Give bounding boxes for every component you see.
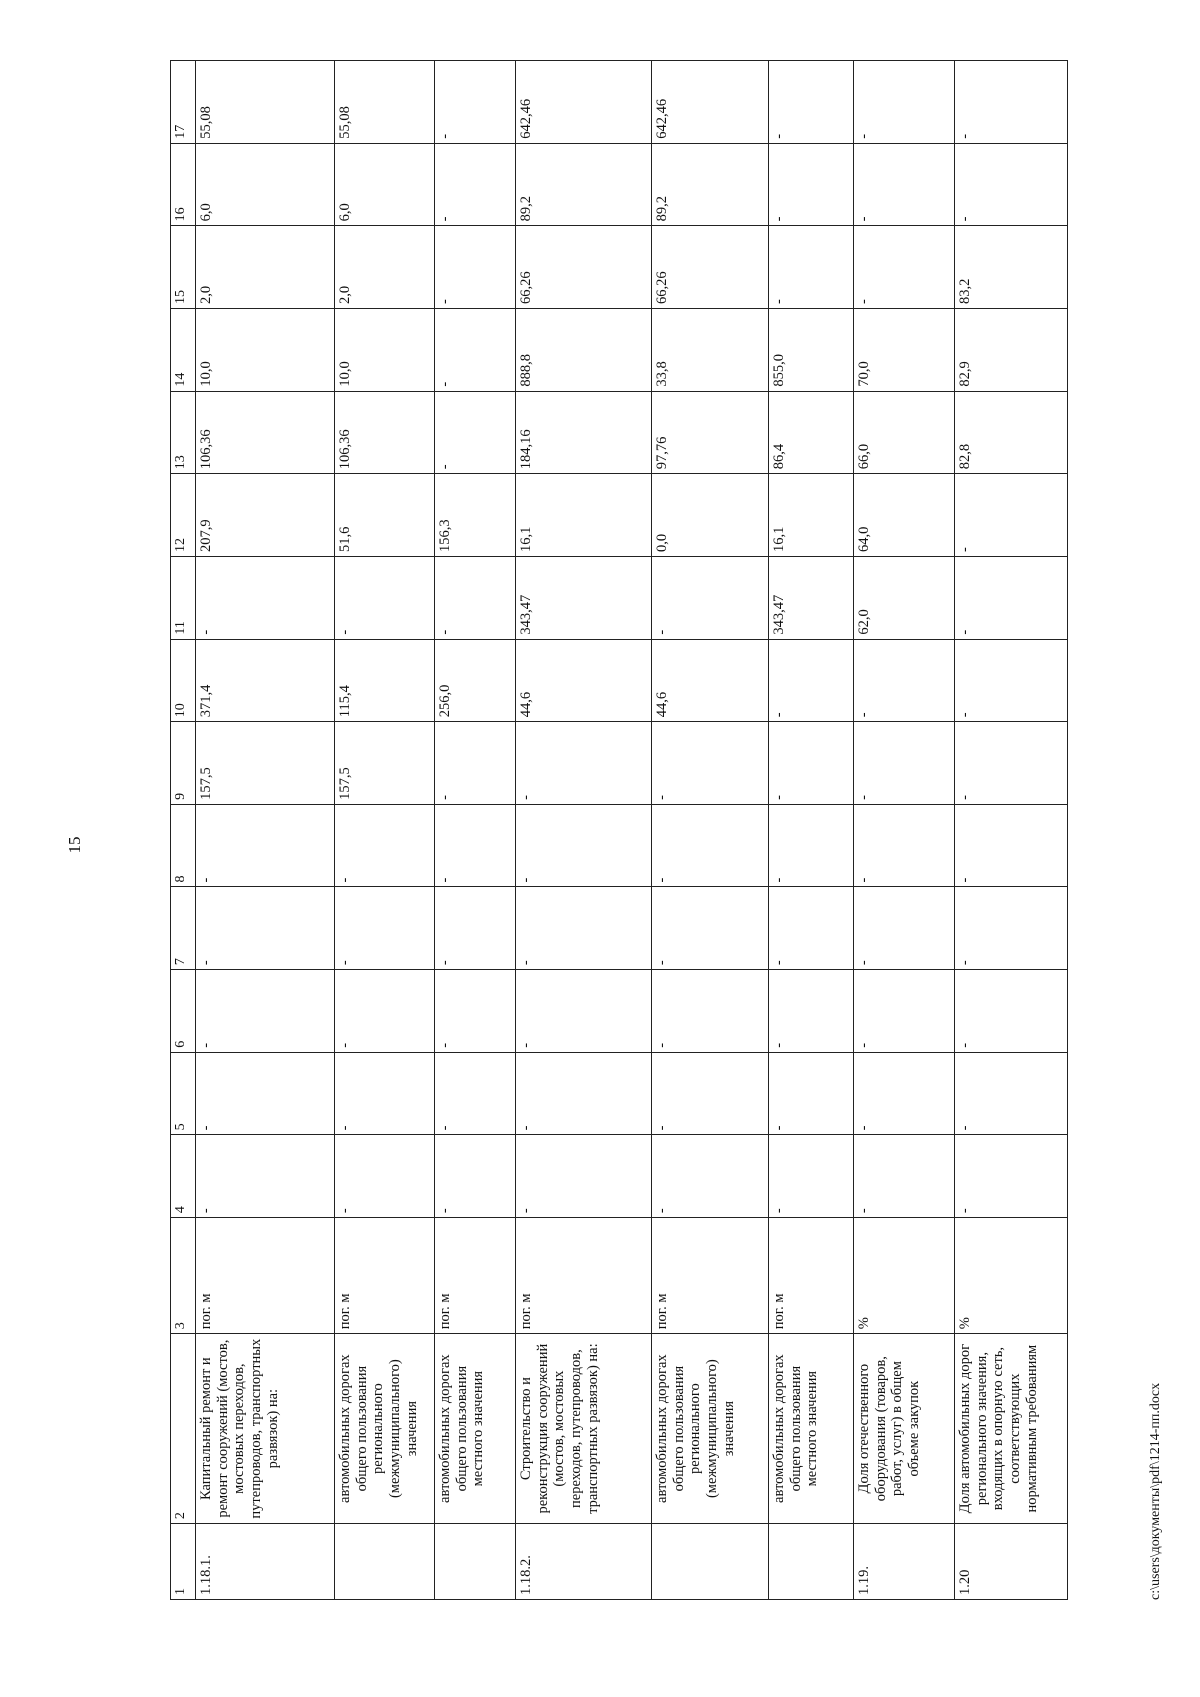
value-cell: -	[769, 970, 854, 1053]
table-row	[435, 61, 516, 1600]
row-number-cell: 1.19.	[854, 1524, 955, 1600]
data-table-container	[170, 60, 1090, 1600]
value-cell: -	[955, 804, 1068, 887]
unit-cell: пог. м	[335, 1218, 435, 1334]
table-header-row	[171, 61, 196, 1600]
value-cell: -	[854, 970, 955, 1053]
value-cell: -	[652, 804, 769, 887]
value-cell: 97,76	[652, 391, 769, 474]
value-cell: -	[854, 226, 955, 309]
value-cell: -	[769, 1135, 854, 1218]
value-cell: 207,9	[196, 474, 335, 557]
value-cell: -	[196, 1135, 335, 1218]
value-cell: 44,6	[516, 639, 652, 722]
unit-cell: пог. м	[196, 1218, 335, 1334]
value-cell: -	[854, 639, 955, 722]
value-cell: 855,0	[769, 309, 854, 392]
table-row	[769, 61, 854, 1600]
value-cell: -	[854, 887, 955, 970]
value-cell: -	[652, 1052, 769, 1135]
value-cell: -	[335, 556, 435, 639]
value-cell: 16,1	[516, 474, 652, 557]
value-cell: 256,0	[435, 639, 516, 722]
value-cell: 157,5	[196, 722, 335, 805]
column-header: 8	[171, 804, 196, 887]
value-cell: 2,0	[196, 226, 335, 309]
indicator-name-cell: Доля автомобильных дорог регионального значения, входящих в опорную сеть, соответствующих нормативным требованиям	[955, 1334, 1068, 1524]
table-row	[335, 61, 435, 1600]
value-cell: -	[955, 474, 1068, 557]
value-cell: -	[652, 970, 769, 1053]
value-cell: -	[435, 556, 516, 639]
column-header: 4	[171, 1135, 196, 1218]
value-cell: -	[435, 887, 516, 970]
column-header: 5	[171, 1052, 196, 1135]
value-cell: -	[854, 143, 955, 226]
value-cell: 343,47	[769, 556, 854, 639]
value-cell: 0,0	[652, 474, 769, 557]
value-cell: -	[955, 722, 1068, 805]
value-cell: -	[435, 804, 516, 887]
row-number-cell	[435, 1524, 516, 1600]
value-cell: 6,0	[335, 143, 435, 226]
value-cell: -	[652, 722, 769, 805]
value-cell: -	[955, 143, 1068, 226]
value-cell: -	[335, 887, 435, 970]
indicator-name-cell: автомобильных дорогах общего пользования местного значения	[769, 1334, 854, 1524]
column-header: 16	[171, 143, 196, 226]
value-cell: -	[769, 722, 854, 805]
value-cell: -	[854, 804, 955, 887]
value-cell: -	[955, 1135, 1068, 1218]
value-cell: -	[196, 970, 335, 1053]
value-cell: 642,46	[652, 61, 769, 144]
row-number-cell: 1.18.2.	[516, 1524, 652, 1600]
value-cell: 343,47	[516, 556, 652, 639]
value-cell: 86,4	[769, 391, 854, 474]
value-cell: -	[435, 309, 516, 392]
value-cell: -	[435, 226, 516, 309]
row-number-cell	[335, 1524, 435, 1600]
value-cell: -	[196, 1052, 335, 1135]
value-cell: -	[769, 804, 854, 887]
value-cell: 64,0	[854, 474, 955, 557]
data-table	[170, 60, 1068, 1600]
value-cell: -	[516, 1135, 652, 1218]
file-path-footer: c:\users\документы\pdf\1214-пп.docx	[1148, 1382, 1163, 1600]
value-cell: 83,2	[955, 226, 1068, 309]
value-cell: 156,3	[435, 474, 516, 557]
value-cell: -	[516, 722, 652, 805]
value-cell: -	[435, 61, 516, 144]
row-number-cell	[769, 1524, 854, 1600]
column-header: 9	[171, 722, 196, 805]
row-number-cell: 1.20	[955, 1524, 1068, 1600]
value-cell: -	[769, 1052, 854, 1135]
table-row	[955, 61, 1068, 1600]
value-cell: 106,36	[196, 391, 335, 474]
page-number: 15	[65, 836, 84, 854]
value-cell: -	[335, 804, 435, 887]
unit-cell: пог. м	[769, 1218, 854, 1334]
row-number-cell	[652, 1524, 769, 1600]
value-cell: -	[955, 639, 1068, 722]
value-cell: 44,6	[652, 639, 769, 722]
column-header: 15	[171, 226, 196, 309]
value-cell: -	[335, 1135, 435, 1218]
indicator-name-cell: автомобильных дорогах общего пользования местного значения	[435, 1334, 516, 1524]
value-cell: -	[516, 970, 652, 1053]
value-cell: -	[196, 556, 335, 639]
column-header: 14	[171, 309, 196, 392]
table-row	[516, 61, 652, 1600]
indicator-name-cell: автомобильных дорогах общего пользования регионального (межмуниципального) значения	[652, 1334, 769, 1524]
value-cell: -	[769, 61, 854, 144]
value-cell: 106,36	[335, 391, 435, 474]
value-cell: 33,8	[652, 309, 769, 392]
value-cell: -	[955, 556, 1068, 639]
value-cell: -	[516, 887, 652, 970]
value-cell: -	[435, 143, 516, 226]
indicator-name-cell: Доля отечественного оборудования (товаров, работ, услуг) в общем объеме закупок	[854, 1334, 955, 1524]
value-cell: 70,0	[854, 309, 955, 392]
value-cell: -	[516, 804, 652, 887]
table-row	[196, 61, 335, 1600]
value-cell: -	[769, 226, 854, 309]
value-cell: -	[652, 556, 769, 639]
unit-cell: пог. м	[516, 1218, 652, 1334]
column-header: 7	[171, 887, 196, 970]
value-cell: 55,08	[335, 61, 435, 144]
value-cell: -	[335, 1052, 435, 1135]
value-cell: 82,9	[955, 309, 1068, 392]
value-cell: -	[196, 887, 335, 970]
value-cell: -	[652, 887, 769, 970]
column-header: 11	[171, 556, 196, 639]
unit-cell: пог. м	[652, 1218, 769, 1334]
value-cell: -	[769, 143, 854, 226]
value-cell: 82,8	[955, 391, 1068, 474]
value-cell: 10,0	[335, 309, 435, 392]
indicator-name-cell: автомобильных дорогах общего пользования регионального (межмуниципального) значения	[335, 1334, 435, 1524]
indicator-name-cell: Капитальный ремонт и ремонт сооружений (мостов, мостовых переходов, путепроводов, транспортных развязок) на:	[196, 1334, 335, 1524]
value-cell: 888,8	[516, 309, 652, 392]
unit-cell: пог. м	[435, 1218, 516, 1334]
value-cell: 2,0	[335, 226, 435, 309]
value-cell: -	[955, 970, 1068, 1053]
column-header: 6	[171, 970, 196, 1053]
value-cell: -	[196, 804, 335, 887]
value-cell: -	[335, 970, 435, 1053]
value-cell: -	[854, 1135, 955, 1218]
value-cell: 371,4	[196, 639, 335, 722]
value-cell: -	[435, 970, 516, 1053]
table-row	[652, 61, 769, 1600]
value-cell: 6,0	[196, 143, 335, 226]
value-cell: 66,0	[854, 391, 955, 474]
value-cell: -	[516, 1052, 652, 1135]
column-header: 3	[171, 1218, 196, 1334]
unit-cell: %	[854, 1218, 955, 1334]
value-cell: -	[435, 722, 516, 805]
value-cell: -	[854, 61, 955, 144]
value-cell: 51,6	[335, 474, 435, 557]
column-header: 2	[171, 1334, 196, 1524]
value-cell: -	[652, 1135, 769, 1218]
column-header: 1	[171, 1524, 196, 1600]
value-cell: 642,46	[516, 61, 652, 144]
value-cell: -	[955, 887, 1068, 970]
indicator-name-cell: Строительство и реконструкция сооружений (мостов, мостовых переходов, путепроводов, транспортных развязок) на:	[516, 1334, 652, 1524]
value-cell: -	[854, 1052, 955, 1135]
value-cell: 115,4	[335, 639, 435, 722]
table-row	[854, 61, 955, 1600]
value-cell: -	[955, 1052, 1068, 1135]
value-cell: 157,5	[335, 722, 435, 805]
value-cell: -	[769, 639, 854, 722]
value-cell: 62,0	[854, 556, 955, 639]
value-cell: 16,1	[769, 474, 854, 557]
value-cell: 89,2	[652, 143, 769, 226]
value-cell: -	[955, 61, 1068, 144]
value-cell: 66,26	[652, 226, 769, 309]
value-cell: 184,16	[516, 391, 652, 474]
value-cell: -	[435, 391, 516, 474]
column-header: 13	[171, 391, 196, 474]
value-cell: 66,26	[516, 226, 652, 309]
unit-cell: %	[955, 1218, 1068, 1334]
column-header: 12	[171, 474, 196, 557]
value-cell: 55,08	[196, 61, 335, 144]
value-cell: -	[769, 887, 854, 970]
row-number-cell: 1.18.1.	[196, 1524, 335, 1600]
value-cell: 89,2	[516, 143, 652, 226]
value-cell: -	[435, 1135, 516, 1218]
value-cell: 10,0	[196, 309, 335, 392]
column-header: 17	[171, 61, 196, 144]
value-cell: -	[854, 722, 955, 805]
value-cell: -	[435, 1052, 516, 1135]
column-header: 10	[171, 639, 196, 722]
